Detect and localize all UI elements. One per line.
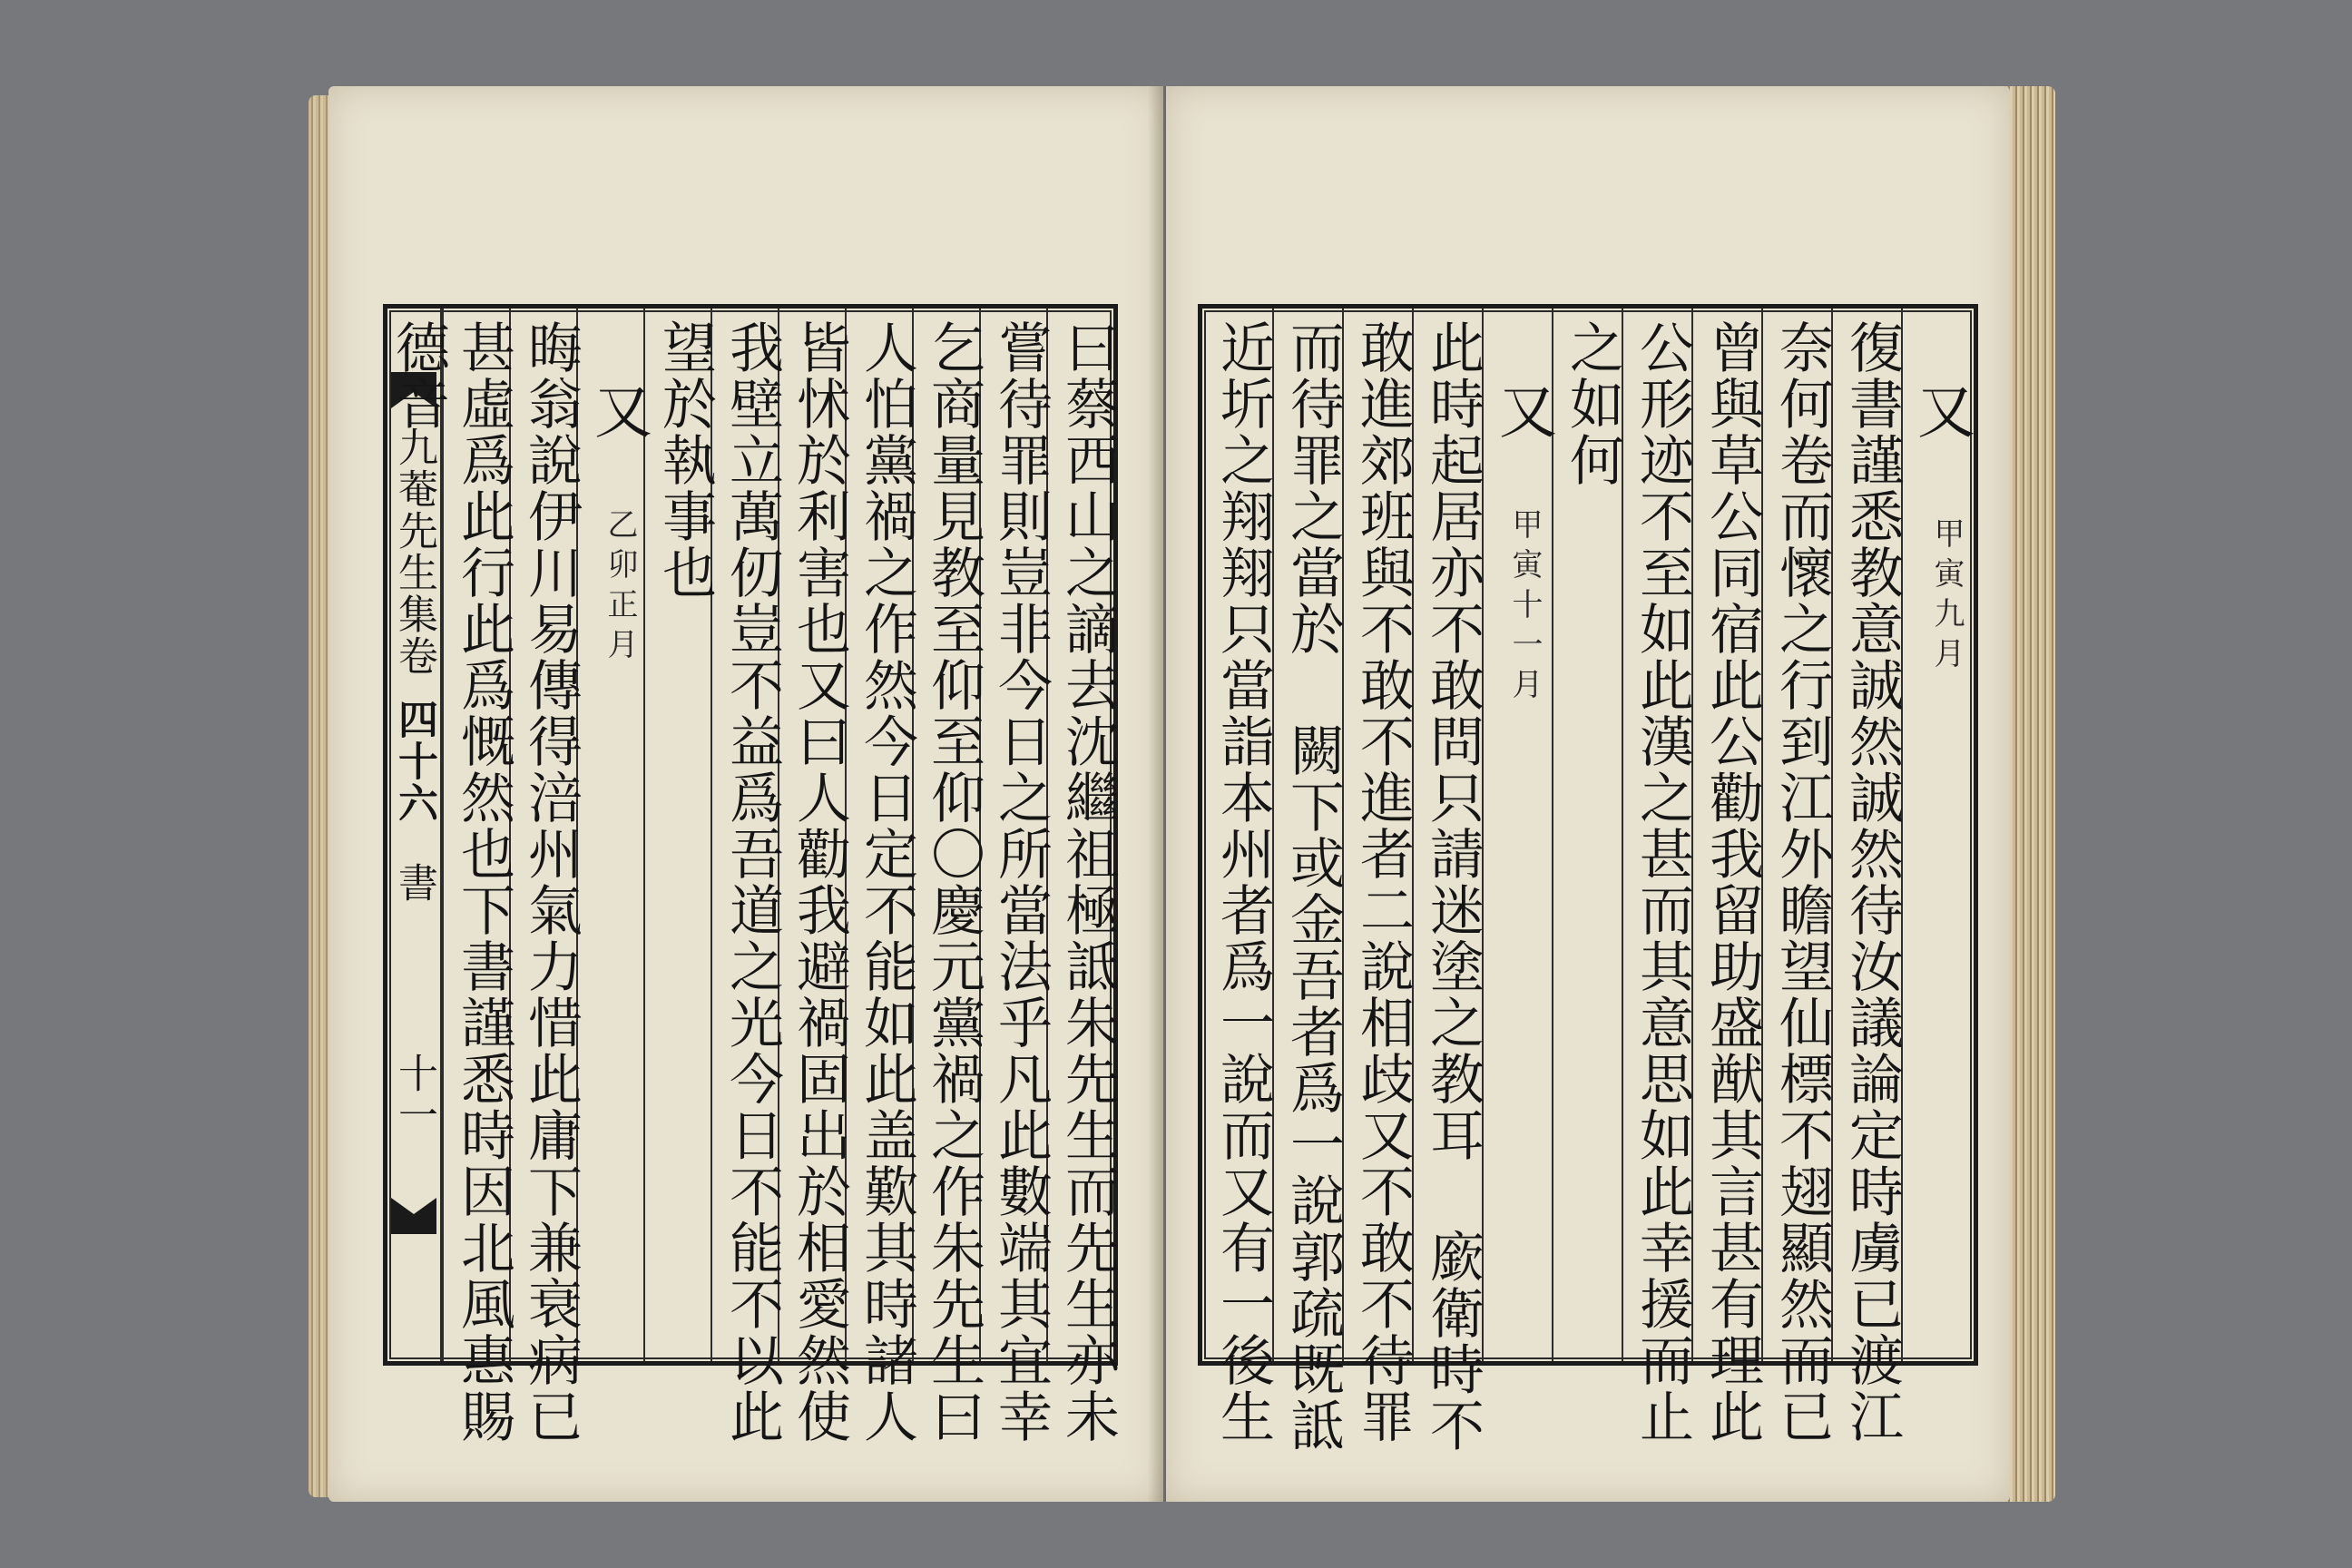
section-heading: 又 — [1489, 381, 1556, 441]
center-volume: 四十六 — [391, 699, 437, 824]
text-column: 晦翁說伊川易傳得涪州氣力惜此庸下兼衰病已 — [519, 319, 583, 1445]
text-column: 皆怵於利害也又曰人勸我避禍固出於相愛然使 — [788, 319, 851, 1445]
text-column: 曾與草公同宿此公勸我留助盛猷其言甚有理此 — [1700, 319, 1764, 1445]
text-column: 敢進郊班與不敢不進者二說相歧又不敢不待罪 — [1351, 319, 1415, 1445]
text-column: 復書謹悉教意誠然誠然待汝議論定時虜已渡江 — [1840, 319, 1904, 1445]
column-rule — [643, 309, 645, 1361]
right-print-block — [1198, 304, 1978, 1454]
text-column: 我壁立萬仞豈不益爲吾道之光今日不能不以此 — [720, 319, 784, 1445]
text-column: 近圻之翔翔只當詣本州者爲一說而又有一後生 — [1211, 319, 1275, 1445]
left-page — [328, 86, 1163, 1502]
lower-fishtail-icon — [391, 1198, 436, 1234]
text-column: 嘗待罪則豈非今日之所當法乎凡此數端其宜幸 — [989, 319, 1053, 1445]
section-heading: 又 — [584, 381, 652, 441]
text-column-last: 德音 — [387, 319, 450, 432]
center-title: 九菴先生集卷 — [391, 426, 437, 677]
center-column — [387, 309, 442, 1361]
text-column: 望於執事也 — [653, 319, 717, 601]
section-heading: 又 — [1907, 381, 1975, 441]
text-column: 乞商量見教至仰至仰〇慶元黨禍之作朱先生曰 — [922, 319, 985, 1445]
text-column: 公形迹不至如此漢之甚而其意思如此幸援而止 — [1631, 319, 1694, 1445]
text-column: 此時起居亦不敢問只請迷塗之教耳 廞衛時不 — [1421, 319, 1485, 1454]
text-column: 而待罪之當於 闕下或金吾者爲一說郭疏既詆 — [1281, 319, 1345, 1454]
column-rule — [442, 309, 444, 1361]
letter-date: 甲寅九月 — [1928, 517, 1965, 677]
letter-date: 甲寅十一月 — [1506, 508, 1543, 708]
text-column: 人怕黨禍之作然今日定不能如此盖歎其時諸人 — [855, 319, 918, 1445]
center-page-number: 十一 — [391, 1053, 437, 1136]
center-section: 書 — [391, 862, 437, 904]
text-column: 之如何 — [1561, 319, 1624, 488]
column-rule — [1552, 309, 1553, 1361]
letter-date: 乙卯正月 — [602, 508, 638, 668]
open-book — [309, 77, 2055, 1511]
left-print-block — [383, 304, 1120, 1445]
right-page — [1166, 86, 2010, 1502]
text-column: 奈何卷而懷之行到江外瞻望仙標不翅顯然而已 — [1770, 319, 1834, 1445]
text-column: 甚虛爲此行此爲慨然也下書謹悉時因北風惠賜 — [452, 319, 515, 1445]
text-column: 曰蔡西山之謫去沈繼祖極詆朱先生而先生亦未 — [1056, 319, 1120, 1445]
right-page-edges — [2005, 86, 2055, 1502]
